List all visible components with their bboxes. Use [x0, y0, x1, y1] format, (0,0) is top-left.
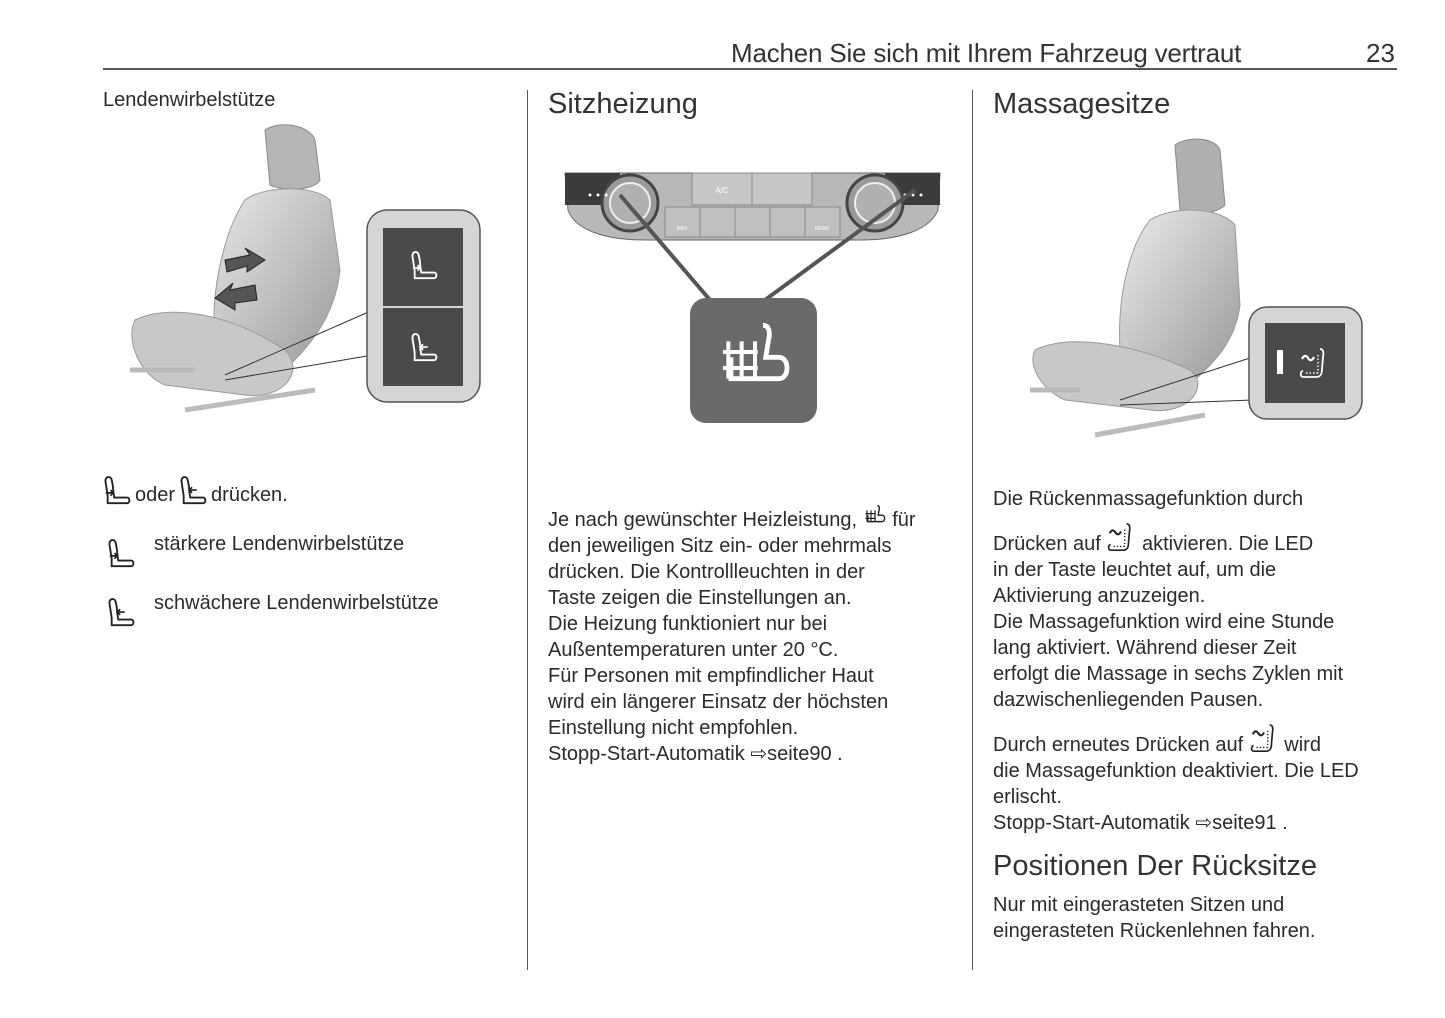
legend-item-stronger [107, 533, 404, 571]
column-divider [527, 90, 528, 970]
text-line: Drücken auf [993, 533, 1101, 555]
page-number: 23 [1366, 38, 1395, 68]
text-line: den jeweiligen Sitz ein- oder mehrmals [548, 535, 892, 557]
heading-massage-seats: Massagesitze [993, 88, 1171, 120]
instruction-line [103, 475, 288, 507]
chapter-title: Machen Sie sich mit Ihrem Fahrzeug vertraut [731, 38, 1242, 68]
page-link[interactable]: seite90 [767, 743, 832, 765]
text-line: erfolgt die Massage in sechs Zyklen mit [993, 663, 1344, 685]
text-line: für [892, 509, 916, 531]
text-line: Einstellung nicht empfohlen. [548, 717, 799, 739]
text-line: wird [1284, 734, 1321, 756]
lumbar-weaker-icon [107, 596, 135, 630]
lumbar-weaker-icon [179, 475, 207, 507]
text-line: Für Personen mit empfindlicher Haut [548, 665, 874, 687]
figure-massage-seat [1025, 135, 1365, 445]
figure-climate-panel [560, 165, 945, 427]
text-line: aktivieren. Die LED [1141, 533, 1314, 555]
text-line: Die Heizung funktioniert nur bei [548, 613, 828, 635]
svg-text:A/C: A/C [715, 186, 729, 195]
massage-seat-icon [1249, 723, 1279, 755]
seat-heating-icon [863, 504, 887, 528]
legend-label: stärkere Lendenwirbelstütze [154, 533, 405, 555]
text-line: Die Massagefunktion wird eine Stunde [993, 611, 1335, 633]
text-line: Nur mit eingerasteten Sitzen und [993, 894, 1285, 916]
figure-lumbar-seat [115, 120, 485, 430]
text-line: die Massagefunktion deaktiviert. Die LED [993, 760, 1359, 782]
text-line: eingerasteten Rückenlehnen fahren. [993, 920, 1316, 942]
text-line: Taste zeigen die Einstellungen an. [548, 587, 852, 609]
text-line: Aktivierung anzuzeigen. [993, 585, 1206, 607]
massage-text [993, 486, 1413, 836]
lumbar-stronger-icon [103, 475, 131, 507]
rear-seat-text [993, 892, 1413, 944]
svg-text:MAX: MAX [676, 226, 688, 232]
instruction-verb: drücken. [211, 484, 288, 506]
text-line: Durch erneutes Drücken auf [993, 734, 1244, 756]
lumbar-stronger-icon [107, 537, 135, 571]
heading-rear-seat-positions: Positionen Der Rücksitze [993, 850, 1317, 882]
text-line: Je nach gewünschter Heizleistung, [548, 509, 858, 531]
svg-text:REAR: REAR [815, 226, 829, 232]
cross-reference: Stopp-Start-Automatik ⇨seite91 . [993, 812, 1288, 834]
text-line: drücken. Die Kontrollleuchten in der [548, 561, 865, 583]
text-line: in der Taste leuchtet auf, um die [993, 559, 1277, 581]
text-line: Die Rückenmassagefunktion durch [993, 488, 1304, 510]
header-rule [103, 68, 1397, 70]
text-line: Außentemperaturen unter 20 °C. [548, 639, 839, 661]
cross-reference: Stopp-Start-Automatik ⇨seite90 . [548, 743, 843, 765]
legend-item-weaker [107, 592, 439, 630]
text-line: lang aktiviert. Während dieser Zeit [993, 637, 1297, 659]
column-divider [972, 90, 973, 970]
heading-seat-heating: Sitzheizung [548, 88, 698, 120]
text-line: dazwischenliegenden Pausen. [993, 689, 1264, 711]
legend-label: schwächere Lendenwirbelstütze [154, 592, 439, 614]
text-line: wird ein längerer Einsatz der höchsten [548, 691, 889, 713]
text-line: erlischt. [993, 786, 1062, 808]
massage-seat-icon [1106, 522, 1136, 554]
seat-heating-text [548, 504, 968, 767]
instruction-connector: oder [135, 484, 176, 506]
arrow-right-icon: ⇨ [1195, 812, 1213, 834]
arrow-right-icon: ⇨ [750, 743, 768, 765]
subheading-lumbar: Lendenwirbelstütze [103, 89, 276, 111]
page-link[interactable]: seite91 [1212, 812, 1277, 834]
